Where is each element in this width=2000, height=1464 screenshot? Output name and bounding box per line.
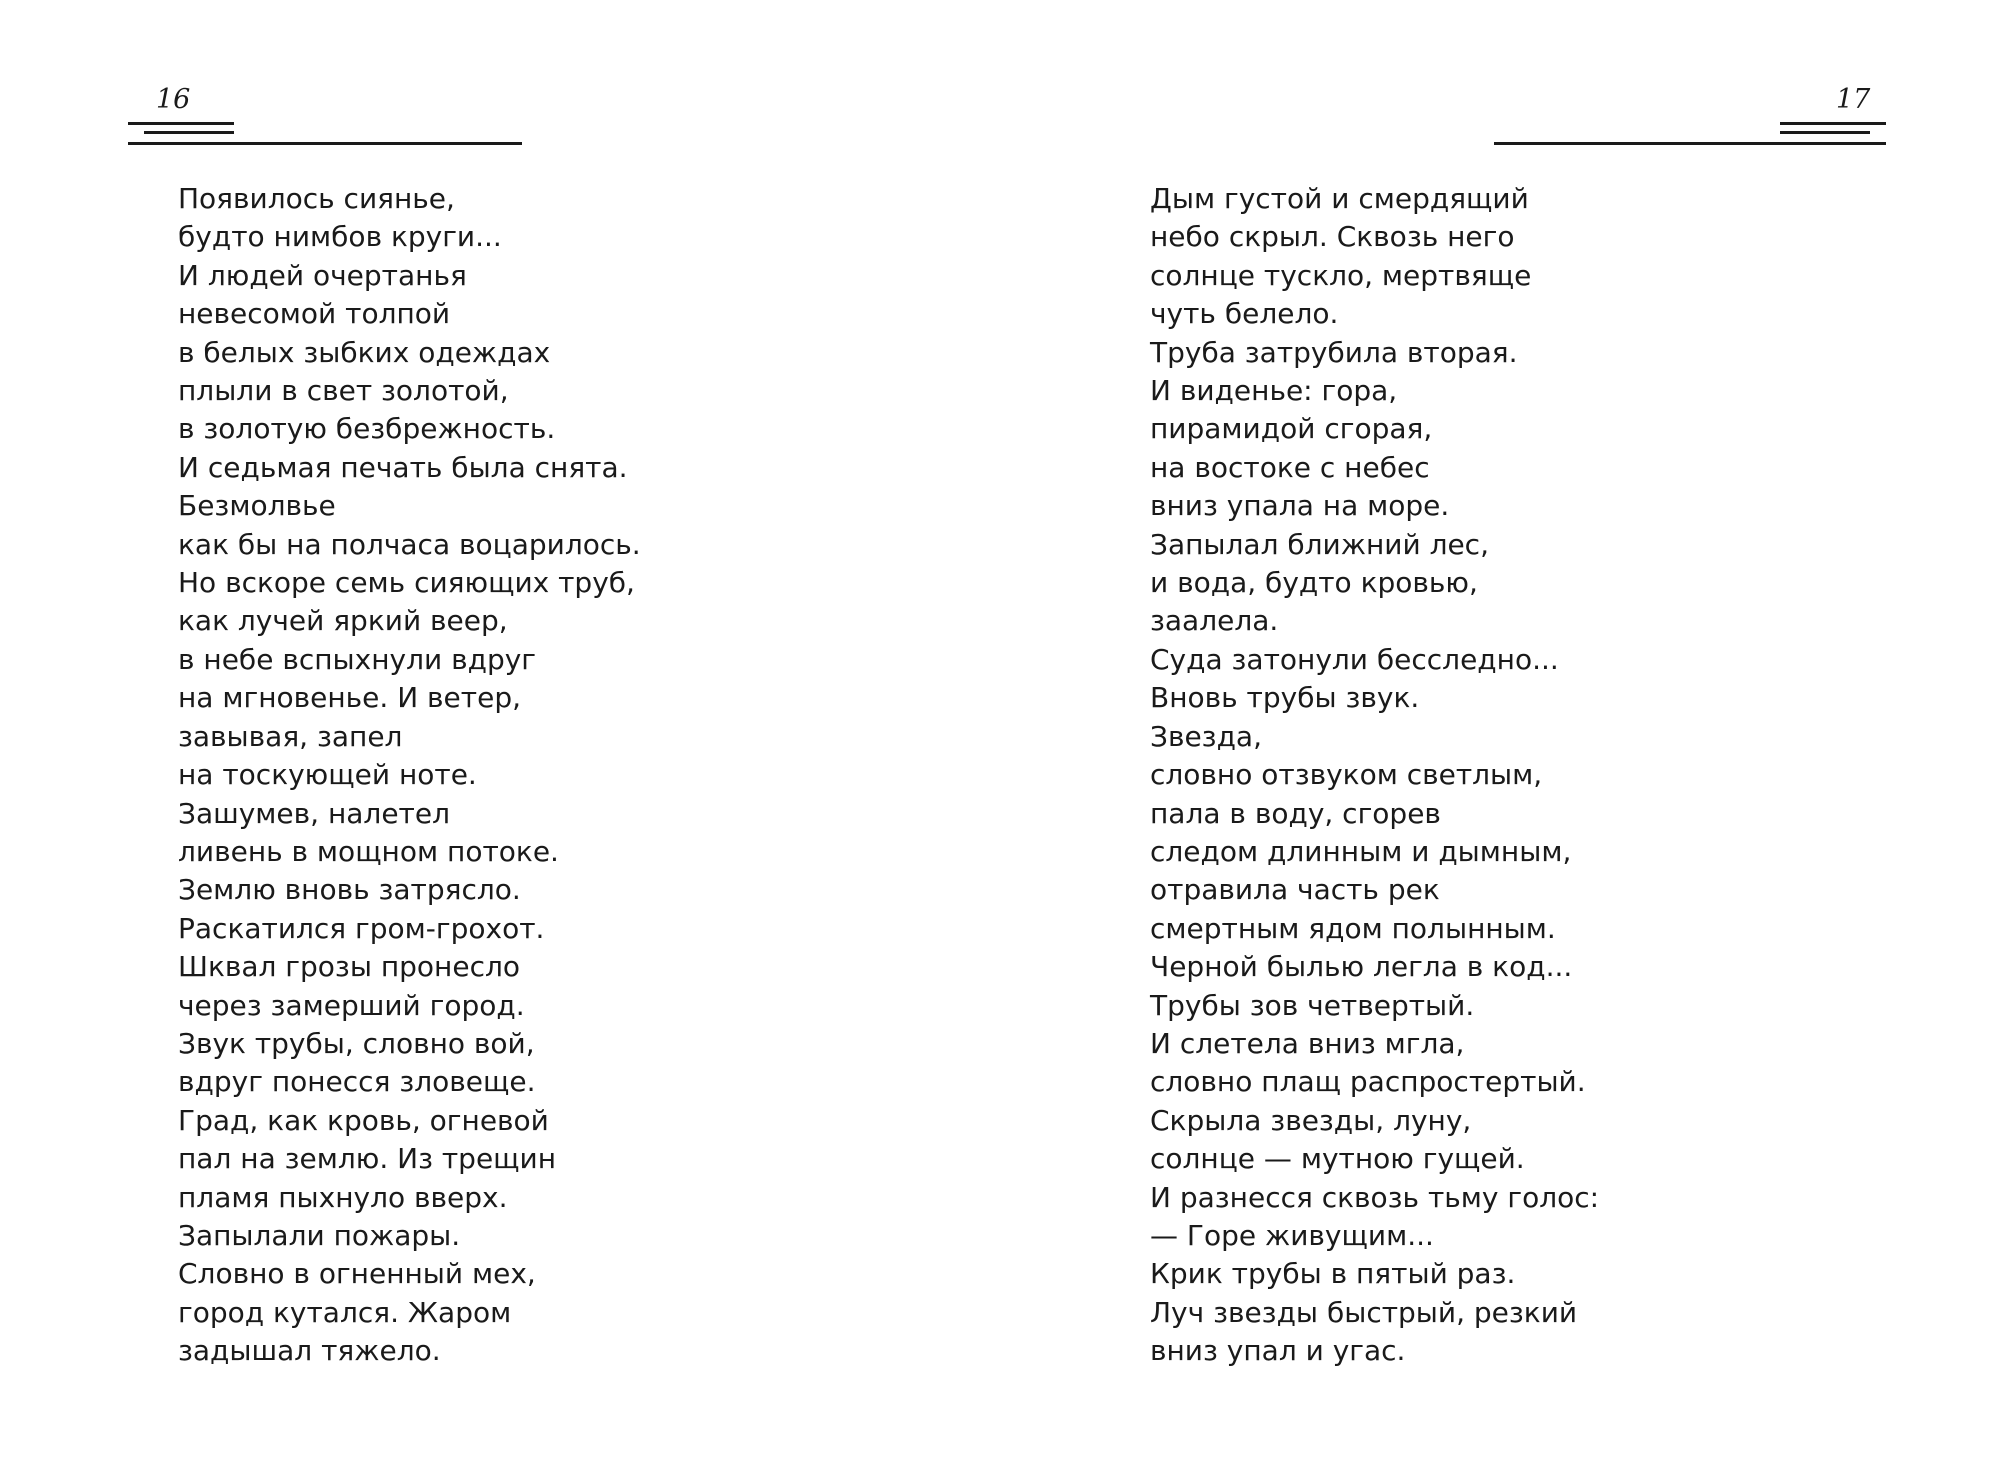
verse-line: в небе вспыхнули вдруг (178, 642, 536, 676)
verse-line: Град, как кровь, огневой (178, 1103, 549, 1137)
verse-line: Луч звезды быстрый, резкий (1150, 1295, 1578, 1329)
header-rule (128, 142, 522, 145)
header-rule (144, 131, 234, 134)
verse-line: невесомой толпой (178, 297, 451, 331)
right-page (1000, 0, 2000, 1464)
verse-line: вниз упал и угас. (1150, 1334, 1406, 1368)
header-rule (128, 122, 234, 125)
verse-line: Зашумев, налетел (178, 796, 450, 830)
verse-line: на востоке с небес (1150, 450, 1430, 484)
verse-line: будто нимбов круги... (178, 220, 502, 254)
verse-line: завывая, запел (178, 719, 403, 753)
verse-line: заалела. (1150, 604, 1279, 638)
verse-line: в белых зыбких одеждах (178, 335, 551, 369)
verse-line: небо скрыл. Сквозь него (1150, 220, 1515, 254)
verse-line: как бы на полчаса воцарилось. (178, 527, 641, 561)
verse-line: Запылал ближний лес, (1150, 527, 1489, 561)
verse-line: на мгновенье. И ветер, (178, 681, 521, 715)
verse-line: Вновь трубы звук. (1150, 681, 1420, 715)
verse-line: Появилось сиянье, (178, 182, 455, 215)
poem-text (178, 180, 641, 1371)
page-number: 17 (1836, 84, 1871, 115)
verse-line: вниз упала на море. (1150, 489, 1450, 523)
verse-line: И людей очертанья (178, 258, 467, 292)
verse-line: как лучей яркий веер, (178, 604, 508, 638)
verse-line: в золотую безбрежность. (178, 412, 556, 446)
verse-line: Землю вновь затрясло. (178, 873, 521, 907)
verse-line: смертным ядом полынным. (1150, 911, 1556, 945)
verse-line: задышал тяжело. (178, 1334, 441, 1368)
verse-line: Трубы зов четвертый. (1150, 988, 1475, 1022)
verse-line: пирамидой сгорая, (1150, 412, 1433, 446)
verse-line: словно плащ распростертый. (1150, 1065, 1586, 1099)
verse-line: И виденье: гора, (1150, 374, 1398, 408)
verse-line: И разнесся сквозь тьму голос: (1150, 1180, 1600, 1214)
verse-line: пал на землю. Из трещин (178, 1142, 557, 1176)
verse-line: солнце — мутною гущей. (1150, 1142, 1525, 1176)
header-rule (1494, 142, 1886, 145)
verse-line: отравила часть рек (1150, 873, 1440, 907)
verse-line: Звук трубы, словно вой, (178, 1026, 535, 1060)
verse-line: Шквал грозы пронесло (178, 950, 520, 984)
verse-line: — Горе живущим... (1150, 1218, 1434, 1252)
poem-text (1150, 180, 1599, 1371)
verse-line: словно отзвуком светлым, (1150, 758, 1543, 792)
verse-line: чуть белело. (1150, 297, 1339, 331)
verse-line: Скрыла звезды, луну, (1150, 1103, 1472, 1137)
header-rule (1780, 122, 1886, 125)
verse-line: Дым густой и смердящий (1150, 182, 1529, 215)
verse-line: ливень в мощном потоке. (178, 834, 559, 868)
verse-line: вдруг понесся зловеще. (178, 1065, 536, 1099)
verse-line: город кутался. Жаром (178, 1295, 512, 1329)
verse-line: Словно в огненный мех, (178, 1257, 536, 1291)
verse-line: пала в воду, сгорев (1150, 796, 1441, 830)
verse-line: Черной былью легла в код... (1150, 950, 1573, 984)
verse-line: И слетела вниз мгла, (1150, 1026, 1465, 1060)
verse-line: Звезда, (1150, 719, 1262, 753)
header-rule (1780, 131, 1870, 134)
verse-line: пламя пыхнуло вверх. (178, 1180, 508, 1214)
verse-line: Безмолвье (178, 489, 336, 523)
verse-line: И седьмая печать была снята. (178, 450, 628, 484)
verse-line: плыли в свет золотой, (178, 374, 509, 408)
verse-line: через замерший город. (178, 988, 525, 1022)
verse-line: солнце тускло, мертвяще (1150, 258, 1532, 292)
verse-line: следом длинным и дымным, (1150, 834, 1572, 868)
verse-line: Запылали пожары. (178, 1218, 461, 1252)
page-number: 16 (156, 84, 191, 115)
verse-line: и вода, будто кровью, (1150, 566, 1478, 600)
verse-line: Труба затрубила вторая. (1150, 335, 1518, 369)
verse-line: Крик трубы в пятый раз. (1150, 1257, 1516, 1291)
verse-line: Суда затонули бесследно... (1150, 642, 1559, 676)
verse-line: на тоскующей ноте. (178, 758, 477, 792)
verse-line: Но вскоре семь сияющих труб, (178, 566, 635, 600)
verse-line: Раскатился гром-грохот. (178, 911, 545, 945)
